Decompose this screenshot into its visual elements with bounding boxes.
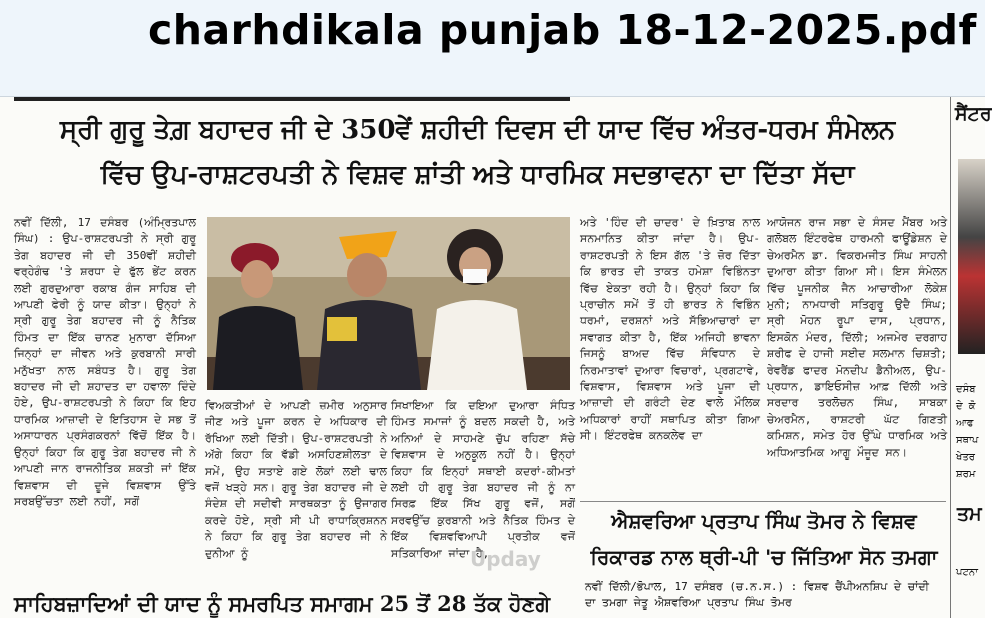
document-title: charhdikala punjab 18-12-2025.pdf (148, 6, 977, 54)
article-column-5: ਆਯੋਜਨ ਰਾਜ ਸਭਾ ਦੇ ਸੰਸਦ ਮੈਂਬਰ ਅਤੇ ਗਲੋਬਲ ਇੰਟਰਫੇਥ ਹਾਰਮਨੀ ਫਾਊਂਡੇਸ਼ਨ ਦੇ ਚੇਅਰਮੈਨ ਡਾ. ਵਿਕਰਮਜੀਤ ਸਿੰਘ ਸਾਹਨੀ ਦੁਆਰਾ ਕੀਤਾ ਗਿਆ ਸੀ। ਇਸ ਸੰਮੇਲਨ ਵਿੱਚ ਪੂਜਨੀਕ ਜੈਨ ਆਚਾਰੀਆ ਲੋਕੇਸ਼ ਮੁਨੀ; ਨਾਮਧਾਰੀ ਸਤਿਗੁਰੂ ਉਦੈ ਸਿੰਘ; ਸ੍ਰੀ ਮੋਹਨ ਰੂਪਾ ਦਾਸ, ਪ੍ਰਧਾਨ, ਇਸਕੋਨ ਮੰਦਰ, ਦਿੱਲੀ; ਅਜਮੇਰ ਦਰਗਾਹ ਸ਼ਰੀਫ ਦੇ ਹਾਜੀ ਸਈਦ ਸਲਮਾਨ ਚਿਸ਼ਤੀ; ਰੇਵਰੈਂਡ ਫਾਦਰ ਮੋਨਦੀਪ ਡੈਨੀਅਲ, ਉਪ-ਪ੍ਰਧਾਨ, ਡਾਇਓਸੀਜ਼ ਆਫ਼ ਦਿੱਲੀ ਅਤੇ ਸਰਦਾਰ ਤਰਲੋਚਨ ਸਿੰਘ, ਸਾਬਕਾ ਚੇਅਰਮੈਨ, ਰਾਸ਼ਟਰੀ ਘੱਟ ਗਿਣਤੀ ਕਮਿਸ਼ਨ, ਸਮੇਤ ਹੋਰ ਉੱਘੇ ਧਾਰਮਿਕ ਅਤੇ ਅਧਿਆਤਮਿਕ ਆਗੂ ਮੌਜੂਦ ਸਨ। (767, 216, 947, 459)
ceremony-photo-illustration (207, 217, 570, 390)
sub-headline-line-2: ਰਿਕਾਰਡ ਨਾਲ ਥ੍ਰੀ-ਪੀ 'ਚ ਜਿੱਤਿਆ ਸੋਨ ਤਮਗਾ (590, 545, 938, 569)
article-column-4: ਅਤੇ 'ਹਿੰਦ ਦੀ ਚਾਦਰ' ਦੇ ਖ਼ਿਤਾਬ ਨਾਲ ਸਨਮਾਨਿਤ ਕੀਤਾ ਜਾਂਦਾ ਹੈ। ਉਪ-ਰਾਸ਼ਟਰਪਤੀ ਨੇ ਇਸ ਗੱਲ 'ਤੇ ਜ਼ੋਰ ਦਿੱਤਾ ਕਿ ਭਾਰਤ ਦੀ ਤਾਕਤ ਹਮੇਸ਼ਾ ਵਿਭਿੰਨਤਾ ਵਿੱਚ ਏਕਤਾ ਰਹੀ ਹੈ। ਉਨ੍ਹਾਂ ਕਿਹਾ ਕਿ ਪ੍ਰਾਚੀਨ ਸਮੇਂ ਤੋਂ ਹੀ ਭਾਰਤ ਨੇ ਵਿਭਿੰਨ ਧਰਮਾਂ, ਦਰਸ਼ਨਾਂ ਅਤੇ ਸੱਭਿਆਚਾਰਾਂ ਦਾ ਸਵਾਗਤ ਕੀਤਾ ਹੈ, ਇੱਕ ਅਜਿਹੀ ਭਾਵਨਾ ਜਿਸਨੂੰ ਬਾਅਦ ਵਿੱਚ ਸੰਵਿਧਾਨ ਦੇ ਨਿਰਮਾਤਾਵਾਂ ਦੁਆਰਾ ਵਿਚਾਰਾਂ, ਪ੍ਰਗਟਾਵੇ, ਵਿਸ਼ਵਾਸ, ਵਿਸ਼ਵਾਸ ਅਤੇ ਪੂਜਾ ਦੀ ਆਜ਼ਾਦੀ ਦੀ ਗਰੰਟੀ ਦੇਣ ਵਾਲੇ ਮੌਲਿਕ ਅਧਿਕਾਰਾਂ ਰਾਹੀਂ ਸਥਾਪਿਤ ਕੀਤਾ ਗਿਆ ਸੀ। ਇੰਟਰਫੇਥ ਕਨਕਲੇਵ ਦਾ (580, 216, 760, 443)
headline-line-2: ਵਿੱਚ ਉਪ-ਰਾਸ਼ਟਰਪਤੀ ਨੇ ਵਿਸ਼ਵ ਸ਼ਾਂਤੀ ਅਤੇ ਧਾਰਮਿਕ ਸਦਭਾਵਨਾ ਦਾ ਦਿੱਤਾ ਸੱਦਾ (100, 160, 855, 190)
sub-headline-line-1: ਐਸ਼ਵਰਿਆ ਪ੍ਰਤਾਪ ਸਿੰਘ ਤੋਮਰ ਨੇ ਵਿਸ਼ਵ (611, 509, 917, 533)
adjacent-photo (958, 159, 985, 354)
adjacent-text: ਦਸੰਬ ਦੇ ਕੋ ਆਫ ਸਥਾਪ ਖੇਤਰ ਸ਼ਰਮ (956, 384, 979, 480)
section-divider (580, 501, 946, 502)
article-column-3: ਸਿਖਾਇਆ ਕਿ ਦਇਆ ਦੁਆਰਾ ਸੰਧਿਤ ਹਿੰਮਤ ਸਮਾਜਾਂ ਨੂੰ ਬਦਲ ਸਕਦੀ ਹੈ, ਅਤੇ ਅਨਿਆਂ ਦੇ ਸਾਹਮਣੇ ਚੁੱਪ ਰਹਿਣਾ ਸੱਚੇ ਵਿਸ਼ਵਾਸ ਦੇ ਅਨੁਕੂਲ ਨਹੀਂ ਹੈ। ਉਨ੍ਹਾਂ ਕਿਹਾ ਕਿ ਇਨ੍ਹਾਂ ਸਥਾਈ ਕਦਰਾਂ-ਕੀਮਤਾਂ ਲਈ ਹੀ ਗੁਰੂ ਤੇਗ ਬਹਾਦਰ ਜੀ ਨੂੰ ਨਾ ਸਿਰਫ਼ ਇੱਕ ਸਿੱਖ ਗੁਰੂ ਵਜੋਂ, ਸਗੋਂ ਸਰਵਉੱਚ ਕੁਰਬਾਨੀ ਅਤੇ ਨੈਤਿਕ ਹਿੰਮਤ ਦੇ ਇੱਕ ਵਿਸ਼ਵਵਿਆਪੀ ਪ੍ਰਤੀਕ ਵਜੋਂ ਸਤਿਕਾਰਿਆ ਜਾਂਦਾ ਹੈ, (391, 399, 575, 560)
article-column-2: ਵਿਅਕਤੀਆਂ ਦੇ ਆਪਣੀ ਜ਼ਮੀਰ ਅਨੁਸਾਰ ਜੀਣ ਅਤੇ ਪੂਜਾ ਕਰਨ ਦੇ ਅਧਿਕਾਰ ਦੀ ਰੱਖਿਆ ਲਈ ਦਿੱਤੀ। ਉਪ-ਰਾਸ਼ਟਰਪਤੀ ਨੇ ਅੱਗੇ ਕਿਹਾ ਕਿ ਵੱਡੀ ਅਸਹਿਣਸ਼ੀਲਤਾ ਦੇ ਸਮੇਂ, ਉਹ ਸਤਾਏ ਗਏ ਲੋਕਾਂ ਲਈ ਢਾਲ ਵਜੋਂ ਖੜ੍ਹੇ ਸਨ। ਗੁਰੂ ਤੇਗ ਬਹਾਦਰ ਜੀ ਦੇ ਸੰਦੇਸ਼ ਦੀ ਸਦੀਵੀ ਸਾਰਥਕਤਾ ਨੂੰ ਉਜਾਗਰ ਕਰਦੇ ਹੋਏ, ਸ੍ਰੀ ਸੀ ਪੀ ਰਾਧਾਕ੍ਰਿਸ਼ਨਨ ਨੇ ਕਿਹਾ ਕਿ ਗੁਰੂ ਤੇਗ ਬਹਾਦਰ ਜੀ ਨੇ ਦੁਨੀਆ ਨੂੰ (205, 399, 387, 560)
adjacent-dateline: ਪਟਨਾ (956, 567, 978, 578)
watermark: Upday (470, 547, 541, 571)
news-photo (207, 217, 570, 390)
document-title-bar (0, 0, 985, 97)
sub-article-dateline: ਨਵੀਂ ਦਿੱਲੀ/ਭੋਪਾਲ, 17 ਦਸੰਬਰ (ਚ.ਨ.ਸ.) : ਵਿਸ਼ਵ ਚੈਂਪੀਅਨਸ਼ਿਪ ਦੇ ਚਾਂਦੀ ਦਾ ਤਮਗਾ ਜੇਤੂ ਐਸ਼ਵਰਿਆ ਪ੍ਰਤਾਪ ਸਿੰਘ ਤੋਮਰ (585, 580, 929, 609)
top-rule (14, 97, 570, 101)
adjacent-page-strip (953, 97, 992, 618)
headline-line-1: ਸ੍ਰੀ ਗੁਰੂ ਤੇਗ਼ ਬਹਾਦਰ ਜੀ ਦੇ 350ਵੇਂ ਸ਼ਹੀਦੀ ਦਿਵਸ ਦੀ ਯਾਦ ਵਿੱਚ ਅੰਤਰ-ਧਰਮ ਸੰਮੇਲਨ (59, 115, 896, 145)
article-column-1: ਨਵੀਂ ਦਿੱਲੀ, 17 ਦਸੰਬਰ (ਅੰਮ੍ਰਿਤਪਾਲ ਸਿੰਘ) : ਉਪ-ਰਾਸ਼ਟਰਪਤੀ ਨੇ ਸ੍ਰੀ ਗੁਰੂ ਤੇਗ ਬਹਾਦਰ ਜੀ ਦੀ 350ਵੀਂ ਸ਼ਹੀਦੀ ਵਰ੍ਹੇਗੰਢ 'ਤੇ ਸ਼ਰਧਾ ਦੇ ਫੁੱਲ ਭੇਂਟ ਕਰਨ ਲਈ ਗੁਰਦੁਆਰਾ ਰਕਾਬ ਗੰਜ ਸਾਹਿਬ ਦੀ ਆਪਣੀ ਫੇਰੀ ਨੂੰ ਯਾਦ ਕੀਤਾ। ਉਨ੍ਹਾਂ ਨੇ ਸ੍ਰੀ ਗੁਰੂ ਤੇਗ ਬਹਾਦਰ ਜੀ ਨੂੰ ਨੈਤਿਕ ਹਿੰਮਤ ਦਾ ਇੱਕ ਚਾਨਣ ਮੁਨਾਰਾ ਦੱਸਿਆ ਜਿਨ੍ਹਾਂ ਦਾ ਜੀਵਨ ਅਤੇ ਕੁਰਬਾਨੀ ਸਾਰੀ ਮਨੁੱਖਤਾ ਨਾਲ ਸਬੰਧਤ ਹੈ। ਗੁਰੂ ਤੇਗ ਬਹਾਦਰ ਜੀ ਦੀ ਸ਼ਹਾਦਤ ਦਾ ਹਵਾਲਾ ਦਿੰਦੇ ਹੋਏ, ਉਪ-ਰਾਸ਼ਟਰਪਤੀ ਨੇ ਕਿਹਾ ਕਿ ਇਹ ਧਾਰਮਿਕ ਆਜ਼ਾਦੀ ਦੇ ਇਤਿਹਾਸ ਦੇ ਸਭ ਤੋਂ ਅਸਾਧਾਰਨ ਪ੍ਰਸੰਗਕਰਨਾਂ ਵਿੱਚੋਂ ਇੱਕ ਹੈ। ਉਨ੍ਹਾਂ ਕਿਹਾ ਕਿ ਗੁਰੂ ਤੇਗ ਬਹਾਦਰ ਜੀ ਨੇ ਆਪਣੀ ਜਾਨ ਰਾਜਨੀਤਿਕ ਸ਼ਕਤੀ ਜਾਂ ਇੱਕ ਵਿਸ਼ਵਾਸ ਦੀ ਦੂਜੇ ਵਿਸ਼ਵਾਸ ਉੱਤੇ ਸਰਬਉੱਚਤਾ ਲਈ ਨਹੀਂ, ਸਗੋਂ (14, 216, 196, 508)
column-divider (950, 97, 951, 618)
bottom-headline: ਸਾਹਿਬਜ਼ਾਦਿਆਂ ਦੀ ਯਾਦ ਨੂੰ ਸਮਰਪਿਤ ਸਮਾਗਮ 25 ਤੋਂ 28 ਤੱਕ ਹੋਣਗੇ (14, 591, 550, 616)
newspaper-page[interactable] (0, 97, 992, 618)
adjacent-headline: ਸੈਂਟਰ (955, 103, 992, 125)
adjacent-subhead: ਤਮ (957, 503, 982, 525)
